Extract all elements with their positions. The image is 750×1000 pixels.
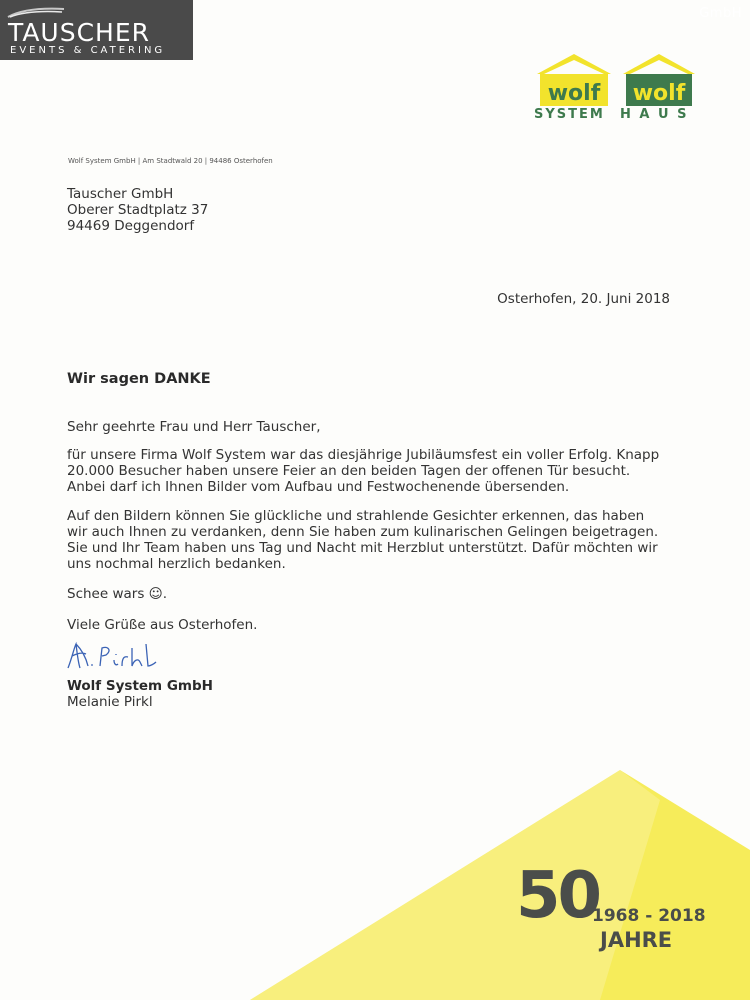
wolf-system-logo [534,52,614,122]
greeting: Viele Grüße aus Osterhofen. [67,617,258,633]
paragraph-2 [67,508,697,572]
jubilee-label: JAHRE [600,928,673,952]
company-name: Wolf System GmbH [67,678,213,694]
jubilee-number: 50 [516,859,600,933]
wolf-system-mark: wolf [547,81,601,106]
signer-name: Melanie Pirkl [67,694,153,710]
recipient-line: 94469 Deggendorf [67,218,195,234]
wolf-haus-caption: H A U S [620,107,689,122]
house-roof-icon [534,52,614,110]
paragraph-line: für unsere Firma Wolf System war das diesjährige Jubiläumsfest ein voller Erfolg. Knapp [67,447,660,463]
salutation: Sehr geehrte Frau und Herr Tauscher, [67,419,321,435]
wolf-haus-logo [620,52,698,122]
paragraph-line: Sie und Ihr Team haben uns Tag und Nacht mit Herzblut unterstützt. Dafür möchten wir [67,540,658,556]
closing-line: Schee wars ☺. [67,586,168,602]
handwritten-signature [62,638,172,676]
jubilee-years: 1968 - 2018 [592,906,706,926]
paragraph-line: 20.000 Besucher haben unsere Feier an den beiden Tagen der offenen Tür besucht. [67,463,631,479]
paragraph-line: wir auch Ihnen zu verdanken, denn Sie haben zum kulinarischen Gelingen beigetragen. [67,524,659,540]
recipient-address [67,186,208,234]
wolf-haus-mark: wolf [632,81,686,106]
recipient-line: Oberer Stadtplatz 37 [67,202,209,218]
paragraph-1 [67,447,697,495]
logo-name: TAUSCHER [8,18,151,47]
logo-gmbh: GmbH [699,6,742,21]
wolf-system-caption: SYSTEM [534,107,605,122]
paragraph-line: Anbei darf ich Ihnen Bilder vom Aufbau und Festwochenende übersenden. [67,479,570,495]
sender-line: Wolf System GmbH | Am Stadtwald 20 | 94486 Osterhofen [68,157,273,165]
recipient-line: Tauscher GmbH [67,186,174,202]
place-date: Osterhofen, 20. Juni 2018 [497,291,670,307]
logo-subtitle: EVENTS & CATERING [10,45,166,56]
swoosh-icon [6,5,66,19]
paragraph-line: uns nochmal herzlich bedanken. [67,556,286,572]
paragraph-line: Auf den Bildern können Sie glückliche und strahlende Gesichter erkennen, das haben [67,508,645,524]
house-roof-icon [620,52,698,110]
subject: Wir sagen DANKE [67,371,211,387]
